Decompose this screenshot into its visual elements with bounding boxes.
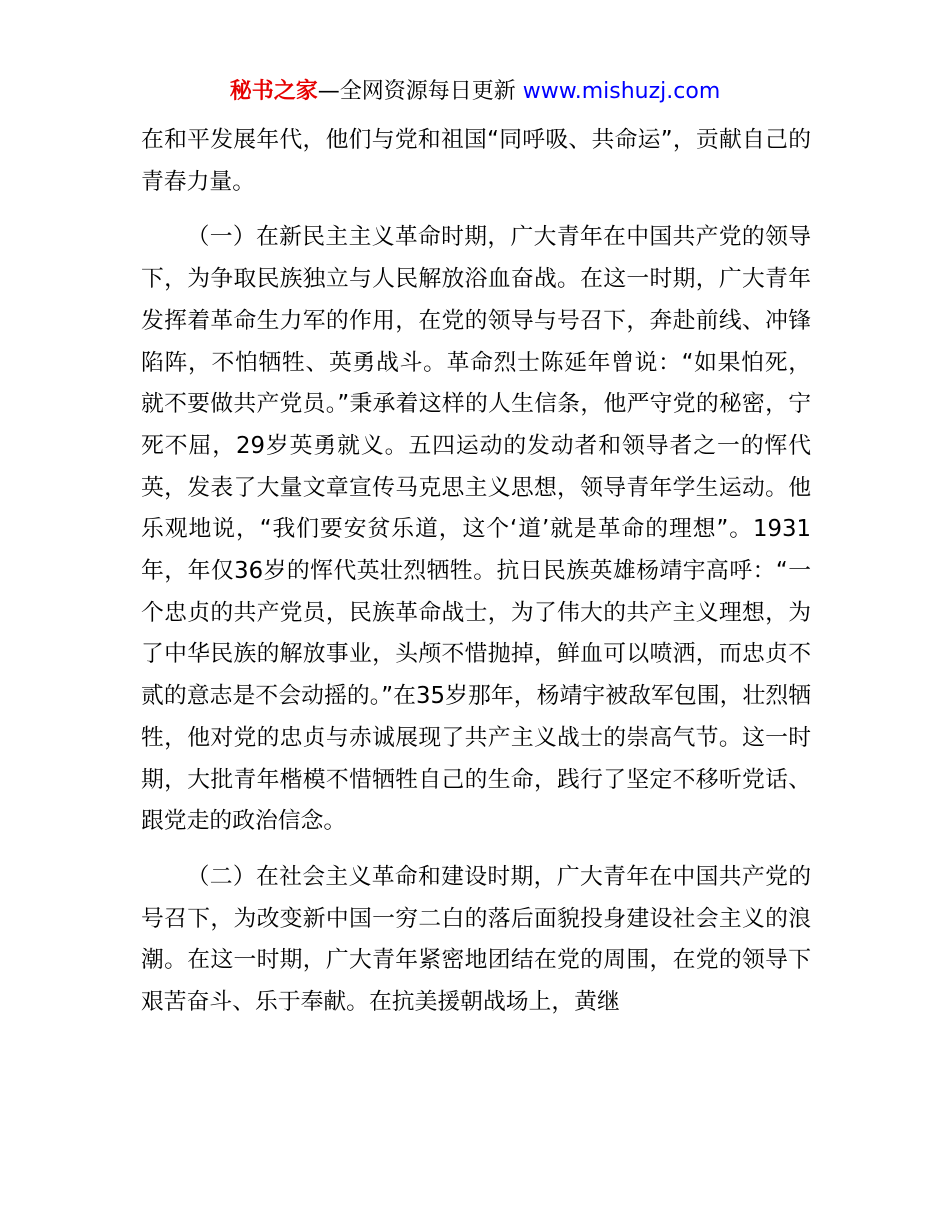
site-url-link[interactable]: www.mishuzj.com <box>522 79 721 104</box>
site-header <box>0 76 950 108</box>
paragraph-socialist-construction: （二）在社会主义革命和建设时期，广大青年在中国共产党的号召下，为改变新中国一穷二白的落后面貌投身建设社会主义的浪潮。在这一时期，广大青年紧密地团结在党的周围，在党的领导下艰苦奋斗、乐于奉献。在抗美援朝战场上，黄继 <box>141 863 811 1016</box>
paragraph-continuation: 在和平发展年代，他们与党和祖国“同呼吸、共命运”，贡献自己的青春力量。 <box>141 127 811 195</box>
document-body <box>141 120 811 1038</box>
site-brand: 秘书之家 <box>229 79 318 104</box>
site-tagline: —全网资源每日更新 <box>317 79 516 104</box>
paragraph-new-democratic-revolution: （一）在新民主主义革命时期，广大青年在中国共产党的领导下，为争取民族独立与人民解放浴血奋战。在这一时期，广大青年发挥着革命生力军的作用，在党的领导与号召下，奔赴前线、冲锋陷阵，不怕牺牲、英勇战斗。革命烈士陈延年曾说：“如果怕死，就不要做共产党员。”秉承着这样的人生信条，他严守党的秘密，宁死不屈，29岁英勇就义。五四运动的发动者和领导者之一的恽代英，发表了大量文章宣传马克思主义思想，领导青年学生运动。他乐观地说，“我们要安贫乐道，这个‘道’就是革命的理想”。1931年，年仅36岁的恽代英壮烈牺牲。抗日民族英雄杨靖宇高呼：“一个忠贞的共产党员，民族革命战士，为了伟大的共产主义理想，为了中华民族的解放事业，头颅不惜抛掉，鲜血可以喷洒，而忠贞不贰的意志是不会动摇的。”在35岁那年，杨靖宇被敌军包围，壮烈牺牲，他对党的忠贞与赤诚展现了共产主义战士的崇高气节。这一时期，大批青年楷模不惜牺牲自己的生命，践行了坚定不移听党话、跟党走的政治信念。 <box>141 224 811 835</box>
